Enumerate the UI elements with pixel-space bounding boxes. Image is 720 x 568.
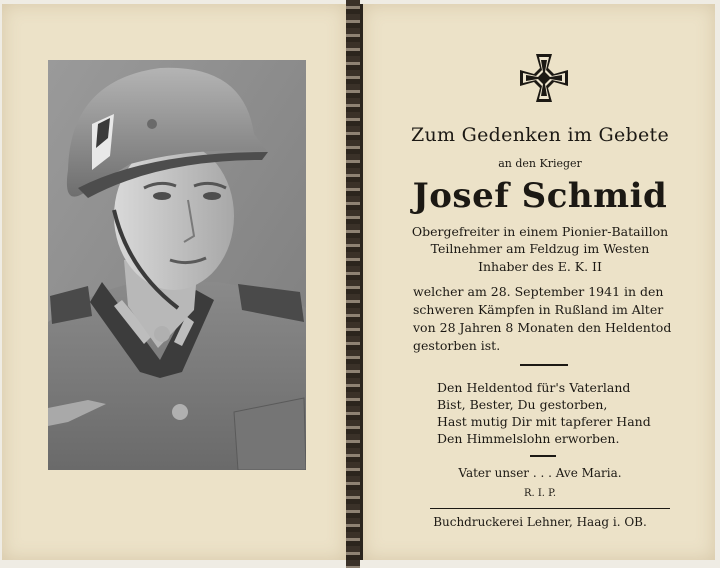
iron-cross-icon: [518, 52, 570, 104]
death-line: gestorben ist.: [413, 338, 501, 353]
rip-line: R. I. P.: [523, 488, 557, 499]
poem-line: Den Himmelslohn erworben.: [437, 431, 620, 446]
memorial-title: Zum Gedenken im Gebete: [410, 124, 670, 146]
death-line: von 28 Jahren 8 Monaten den Heldentod: [413, 320, 672, 335]
death-line: schweren Kämpfen in Rußland im Alter: [413, 302, 664, 317]
divider: [520, 364, 568, 366]
poem-line: Den Heldentod für's Vaterland: [437, 380, 631, 395]
campaign-line: Teilnehmer am Feldzug im Westen: [430, 241, 650, 256]
death-line: welcher am 28. September 1941 in den: [413, 284, 664, 299]
poem-line: Hast mutig Dir mit tapferer Hand: [437, 414, 651, 429]
memorial-subtitle: an den Krieger: [498, 157, 582, 170]
printer-rule: [430, 508, 670, 509]
card-fold: [346, 0, 360, 568]
divider: [530, 455, 556, 457]
deceased-name: Josef Schmid: [412, 176, 668, 216]
rank-line: Obergefreiter in einem Pionier-Bataillon: [411, 224, 669, 239]
decoration-line: Inhaber des E. K. II: [478, 259, 602, 274]
soldier-portrait-photo: [48, 60, 306, 470]
printer-imprint: Buchdruckerei Lehner, Haag i. OB.: [433, 515, 647, 529]
prayer-line: Vater unser . . . Ave Maria.: [458, 466, 622, 480]
poem-line: Bist, Bester, Du gestorben,: [437, 397, 608, 412]
portrait-illustration: [48, 60, 306, 470]
